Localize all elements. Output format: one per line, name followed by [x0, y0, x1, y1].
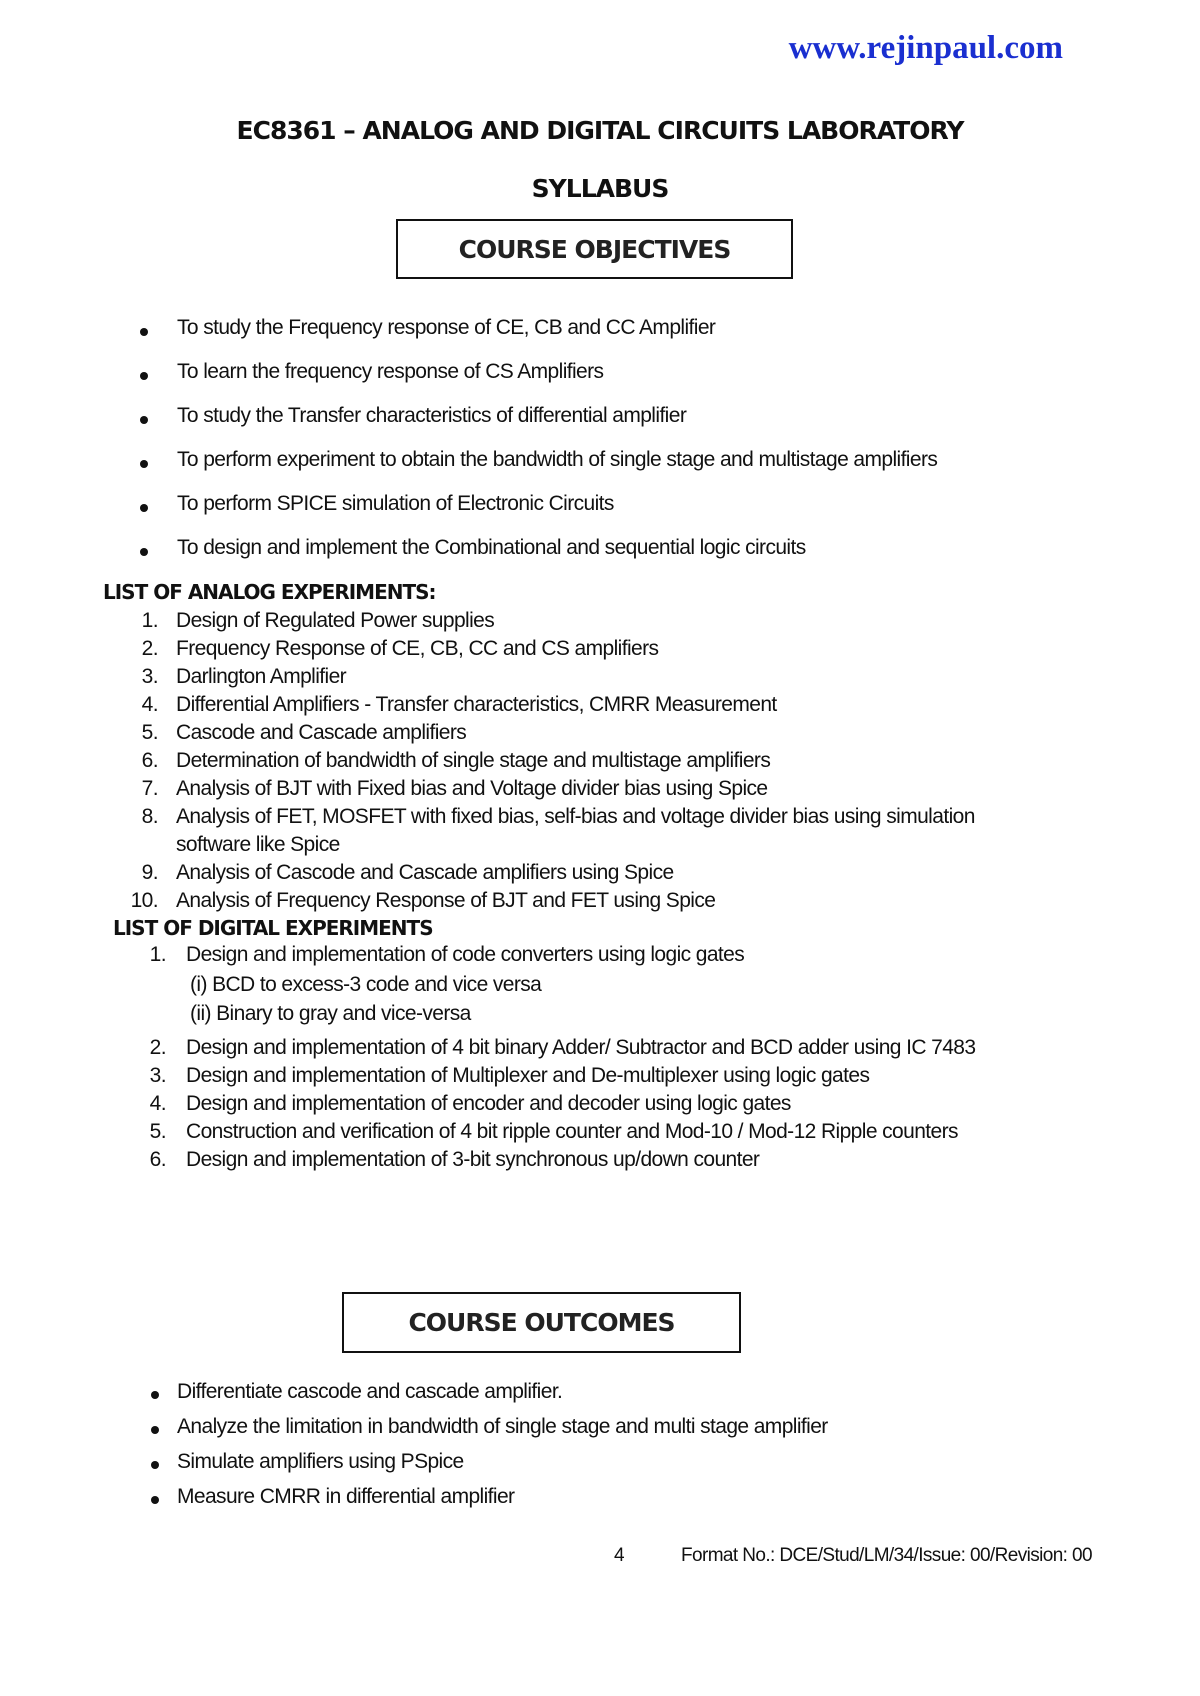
- item-number: 4.: [149, 1092, 166, 1115]
- item-text-continued: software like Spice: [176, 833, 340, 856]
- bullet-icon: [140, 504, 148, 512]
- website-url[interactable]: www.rejinpaul.com: [788, 30, 1063, 66]
- objective-text: To perform experiment to obtain the bandwidth of single stage and multistage amplifiers: [177, 448, 938, 471]
- course-outcomes-heading: COURSE OUTCOMES: [342, 1292, 741, 1353]
- item-text: Determination of bandwidth of single stage and multistage amplifiers: [176, 749, 771, 772]
- objective-text: To learn the frequency response of CS Amplifiers: [177, 360, 604, 383]
- list-item: [0, 941, 1200, 969]
- objective-item: [0, 404, 1200, 448]
- analog-experiments-heading: LIST OF ANALOG EXPERIMENTS:: [103, 580, 436, 604]
- list-item: [0, 1062, 1200, 1090]
- sub-item: (i) BCD to excess-3 code and vice versa: [190, 973, 542, 996]
- bullet-icon: [151, 1426, 159, 1434]
- item-text: Design and implementation of encoder and decoder using logic gates: [186, 1092, 791, 1115]
- outcome-item: [0, 1450, 1200, 1485]
- objective-item: [0, 448, 1200, 492]
- outcome-item: [0, 1485, 1200, 1520]
- list-item: [0, 663, 1200, 691]
- item-number: 8.: [141, 805, 158, 828]
- document-title: EC8361 – ANALOG AND DIGITAL CIRCUITS LABORATORY: [236, 116, 964, 145]
- item-number: 3.: [141, 665, 158, 688]
- list-item: [0, 775, 1200, 803]
- item-number: 2.: [141, 637, 158, 660]
- item-text: Design and implementation of code converters using logic gates: [186, 943, 745, 966]
- item-text: Analysis of Frequency Response of BJT and FET using Spice: [176, 889, 716, 912]
- outcome-text: Differentiate cascode and cascade amplifier.: [177, 1380, 563, 1403]
- objective-item: [0, 536, 1200, 580]
- course-objectives-heading: COURSE OBJECTIVES: [396, 219, 793, 279]
- item-text: Differential Amplifiers - Transfer characteristics, CMRR Measurement: [176, 693, 777, 716]
- outcome-text: Simulate amplifiers using PSpice: [177, 1450, 464, 1473]
- list-item: [0, 1118, 1200, 1146]
- item-number: 1.: [149, 943, 166, 966]
- outcome-text: Measure CMRR in differential amplifier: [177, 1485, 515, 1508]
- item-number: 6.: [149, 1148, 166, 1171]
- bullet-icon: [151, 1391, 159, 1399]
- item-text: Frequency Response of CE, CB, CC and CS amplifiers: [176, 637, 659, 660]
- item-text: Design and implementation of 3-bit synchronous up/down counter: [186, 1148, 760, 1171]
- digital-experiments-first: [0, 941, 1200, 969]
- objective-text: To study the Transfer characteristics of differential amplifier: [177, 404, 687, 427]
- item-text: Design and implementation of Multiplexer and De-multiplexer using logic gates: [186, 1064, 870, 1087]
- bullet-icon: [140, 372, 148, 380]
- objective-text: To perform SPICE simulation of Electronic Circuits: [177, 492, 614, 515]
- item-text: Cascode and Cascade amplifiers: [176, 721, 467, 744]
- bullet-icon: [140, 328, 148, 336]
- item-number: 10.: [130, 889, 158, 912]
- format-number: Format No.: DCE/Stud/LM/34/Issue: 00/Revision: 00: [681, 1545, 1092, 1566]
- objectives-list: [0, 316, 1200, 580]
- list-item: [0, 635, 1200, 663]
- item-text: Analysis of BJT with Fixed bias and Voltage divider bias using Spice: [176, 777, 768, 800]
- objective-item: [0, 360, 1200, 404]
- document-subtitle: SYLLABUS: [531, 174, 669, 203]
- outcome-item: [0, 1380, 1200, 1415]
- item-text: Analysis of Cascode and Cascade amplifiers using Spice: [176, 861, 674, 884]
- item-number: 2.: [149, 1036, 166, 1059]
- analog-experiments-list: [0, 607, 1200, 915]
- list-item: [0, 803, 1200, 859]
- list-item: [0, 859, 1200, 887]
- item-text: Design and implementation of 4 bit binary Adder/ Subtractor and BCD adder using IC 7483: [186, 1036, 976, 1059]
- item-number: 6.: [141, 749, 158, 772]
- bullet-icon: [151, 1461, 159, 1469]
- list-item: [0, 607, 1200, 635]
- outcome-item: [0, 1415, 1200, 1450]
- item-number: 3.: [149, 1064, 166, 1087]
- bullet-icon: [140, 416, 148, 424]
- outcomes-list: [0, 1380, 1200, 1520]
- list-item: [0, 691, 1200, 719]
- item-number: 7.: [141, 777, 158, 800]
- outcome-text: Analyze the limitation in bandwidth of single stage and multi stage amplifier: [177, 1415, 828, 1438]
- list-item: [0, 1034, 1200, 1062]
- item-number: 1.: [141, 609, 158, 632]
- bullet-icon: [140, 460, 148, 468]
- list-item: [0, 747, 1200, 775]
- item-number: 5.: [149, 1120, 166, 1143]
- digital-experiments-heading: LIST OF DIGITAL EXPERIMENTS: [113, 916, 433, 940]
- item-number: 9.: [141, 861, 158, 884]
- sub-item: (ii) Binary to gray and vice-versa: [190, 1002, 471, 1025]
- item-text: Analysis of FET, MOSFET with fixed bias, self-bias and voltage divider bias using simulation: [176, 805, 975, 828]
- item-text: Darlington Amplifier: [176, 665, 347, 688]
- item-number: 4.: [141, 693, 158, 716]
- objective-item: [0, 492, 1200, 536]
- digital-experiments-list: [0, 1034, 1200, 1174]
- bullet-icon: [151, 1496, 159, 1504]
- objective-text: To design and implement the Combinational and sequential logic circuits: [177, 536, 806, 559]
- bullet-icon: [140, 548, 148, 556]
- item-text: Construction and verification of 4 bit ripple counter and Mod-10 / Mod-12 Ripple counters: [186, 1120, 958, 1143]
- objective-text: To study the Frequency response of CE, CB and CC Amplifier: [177, 316, 716, 339]
- list-item: [0, 719, 1200, 747]
- page-number: 4: [614, 1545, 624, 1566]
- list-item: [0, 1146, 1200, 1174]
- item-text: Design of Regulated Power supplies: [176, 609, 495, 632]
- list-item: [0, 887, 1200, 915]
- item-number: 5.: [141, 721, 158, 744]
- list-item: [0, 1090, 1200, 1118]
- objective-item: [0, 316, 1200, 360]
